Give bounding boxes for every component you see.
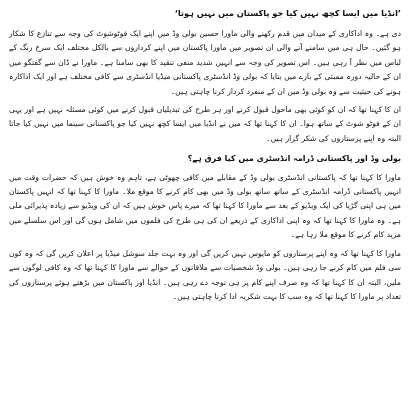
article-paragraph: ماورا کا کہنا تھا کہ پاکستانی انڈسٹری بولی وڈ کے مقابلے میں کافی چھوٹی ہے، تاہم وہ خوش ہیں کہ حضرات وقت میں انہیں پاکستانی ڈرامہ انڈسٹری کے ساتھ ساتھ بولی وڈ میں بھی کام کرنے کا موقع ملا۔ ماورا کا کہنا تھا کہ انہیں پاکستان میں ہی اپنی گڑیا کی ایک ویڈیو کے بعد سے ماورا کا کہنا تھا کہ میرے پاس خوش ہیں کہ ان کی ویڈیو سے زیادہ پذیرائی ملی ہے۔ وہ ماورا کا کہنا تھا کہ وہ اپنی اداکاری کے ذریعے ان کی ہی طرح کی فلموں میں شامل ہوں گی اور اس سلسلے میں مزید کام کرنے کا موقع ملا رہا ہے۔	[9, 172, 401, 240]
article-paragraph: ان کا کہنا تھا کہ ان کو کوئی بھی ماحول قبول کرنے اور ہر طرح کی تبدیلیاں قبول کرنے میں کوئی مسئلہ نہیں ہے اور یہی ان کے فوٹو شوٹ کے ساتھ ہوا۔ ان کا کہنا تھا کہ میں نے انڈیا میں ایسا کچھ نہیں کیا جو پاکستانی سینما میں نہیں کیا جاتا البتہ وہ اپنے پرستاروں کی شکر گزار ہیں۔	[9, 105, 401, 143]
article-paragraph: دی ہے۔ وہ اداکاری کے میدان میں قدم رکھنے والی ماورا حسین بولی وڈ میں اپنے ایک فوٹوشوٹ کی وجہ سے تنازع کا شکار ہو گئیں۔ حال ہی میں سامنے آنے والی ان تصویر میں ماورا پاکستان میں اپنے کرداروں سے بالکل مختلف ایک سرخ رنگ کے لباس میں نظر آ رہی ہیں۔ اس تصویر کی وجہ سے انہیں شدید منفی تنقید کا بھی سامنا ہے۔ ماورا نے ڈان سے گفتگو میں ان کے حالیہ دورہ ممبئی کے بارے میں بتایا کہ بولی وڈ انڈسٹری پاکستانی میڈیا انڈسٹری سے کافی مختلف ہے اور ایک اداکارہ ہونے کی حیثیت سے وہ بولی وڈ میں ان کے منفرد کردار کرنا چاہتی ہیں۔	[9, 29, 401, 96]
article-paragraph: ماورا کا کہنا تھا کہ وہ اپنے پرستاروں کو مایوس نہیں کریں گی اور وہ بہت جلد سوشل میڈیا پر اعلان کریں گی کہ وہ کون سی فلم میں کام کرنے جا رہی ہیں۔ بولی وڈ شخصیات سے ملاقاتوں کے حوالے سے ماورا کا کہنا تھا کہ وہ کافی لوگوں سے ملیں، البتہ ان کا کہنا تھا کہ وہ صرف اپنے کام پر ہی توجہ دے رہی ہیں۔ انڈیا اور پاکستان میں بڑھتے ہوئے پرستاروں کی تعداد پر ماورا کا کہنا تھا کہ وہ سب کا بہت شکریہ ادا کرنا چاہتی ہیں۔	[9, 248, 401, 301]
article-subheading: بولی وڈ اور پاکستانی ڈرامہ انڈسٹری میں کیا فرق ہے؟	[187, 154, 401, 164]
article-headline: ’انڈیا میں ایسا کچھ نہیں کیا جو پاکستان میں نہیں ہوتا‘	[174, 8, 401, 18]
